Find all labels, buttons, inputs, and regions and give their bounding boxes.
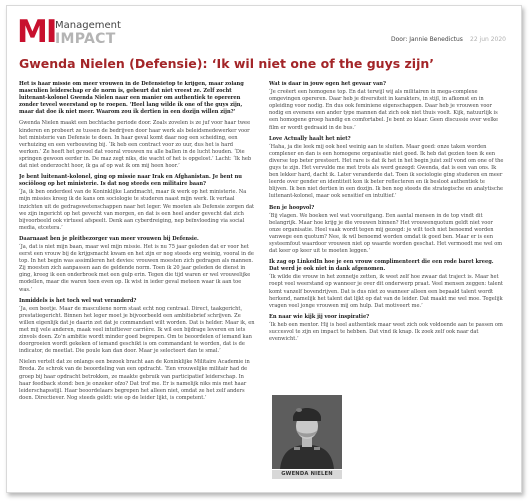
logo-mark: MI bbox=[17, 14, 56, 50]
interview-question: En naar wie kijk jij voor inspiratie? bbox=[269, 313, 370, 320]
interview-question: Ben je hoopvol? bbox=[269, 204, 315, 211]
author-byline: Door: Jannie Benedictus bbox=[391, 36, 463, 43]
article-page bbox=[6, 5, 522, 493]
portrait-illustration bbox=[272, 395, 342, 469]
article-headline: Gwenda Nielen (Defensie): ‘Ik wil niet one of the guys zijn’ bbox=[19, 56, 435, 71]
brand-logo[interactable] bbox=[17, 14, 121, 50]
article-lead: Het is haar missie om meer vrouwen in de Defensietop te krijgen, maar zolang masculien leiderschap er de norm is, gebeurt dat niet vreest ze. Zelf zocht luitenant-kolonel Gwenda Nielen naar een manier om authentiek te opereren zonder teveel weerstand op te roepen. ‘Heel lang wilde ik one of the guys zijn, maar dat doe ik niet meer. Waarom zou ik dertien in een dozijn willen zijn?’ bbox=[19, 81, 244, 116]
portrait-figure bbox=[272, 395, 352, 487]
interview-question: Daarnaast ben je pleitbezorger van meer vrouwen bij Defensie. bbox=[19, 235, 199, 242]
article-paragraph: Nielen vertelt dat ze onlangs een bezoek bracht aan de Koninklijke Militaire Academie in Breda. Ze schrok van de beoordeling van een opdracht. ‘Een vrouwelijke militair had de groep bij haar opdracht betrokken, ze maakte gebruik van participatief leiderschap. In haar feedback stond: ben je onzeker ofzo? Dat trof me. Er is namelijk niks mis met haar leiderschapsstijl. Haar beoordelaars begrepen het alleen niet, omdat ze het zelf anders doen. Directiever. Nog steeds geldt: wie op de leider lijkt, is competent.’ bbox=[19, 359, 250, 401]
photo-caption: GWENDA NIELEN bbox=[272, 470, 342, 479]
article-paragraph: ‘Ja, een beetje. Maar de masculiene norm staat echt nog centraal. Direct, taakgericht, prestatiegericht. Binnen het leger moet je bijvoorbeeld een ambitiebrief schrijven. Ze willen eigenlijk dat je daarin zet dat je commandant wilt worden. Dat is helder. Maar ik, en met mij vele anderen, maak veel intuïtiever carrière. Ik wil een bijdrage leveren en iets zinvols doen. Zo’n ambitie wordt minder goed begrepen. Om te beoordelen of iemand kan doorgroeien wordt gekeken of iemand geschikt is om commandant te worden, dat is de indicator, de meetlat. Die poule kan dan door. Maar je selecteert dan te smal.’ bbox=[19, 305, 255, 355]
masthead bbox=[7, 6, 521, 56]
interview-question: Love Actually haalt het niet? bbox=[269, 135, 351, 142]
article-paragraph: ‘Ja, dat is niet mijn baan, maar wel mijn missie. Het is nu 75 jaar geleden dat er voor het eerst een vrouw bij de krijgsmacht kwam en het zijn er nog steeds erg weinig, vooral in de top. In het begin was assimileren het devies: vrouwen moesten zich gedragen als mannen. Zij moesten zich aanpassen aan de geldende norm. Toen ik 20 jaar geleden de dienst in ging, kreeg ik een onderbroek met een gulp erin. Tegen die tijd waren er wel vrouwelijke modellen, maar die waren toen even op. Ik wist in ieder geval meteen waar ik aan toe was.’ bbox=[19, 243, 254, 293]
article-paragraph: ‘Ja, ik ben onderdeel van de Koninklijke Landmacht, maar ik werk op het ministerie. Na mijn missies kreeg ik de kans om sociologie te studeren naast mijn werk. Ik vertaal inzichten uit de gedragswetenschappen naar het leger. We moeten als Defensie zorgen dat we zijn ingericht op het gevecht van morgen, en dat is een heel ander gevecht dat zich bijvoorbeeld ook virtueel afspeelt. Denk aan cyberdreiging, nep beïnvloeding via social media, etcetera.’ bbox=[19, 189, 255, 231]
article-paragraph: ‘Ik heb een mentor. Hij is heel authentiek maar weet zich ook voldoende aan te passen om succesvol te zijn en impact te hebben. Dat vind ik knap. Ik zoek zelf ook naar dat evenwicht.’ bbox=[269, 321, 503, 343]
interview-question: Ik zag op LinkedIn hoe je een vrouw complimenteert die een rode baret kreeg. Dat werd je ook niet in dank afgenomen. bbox=[269, 259, 494, 273]
logo-line-impact: IMPACT bbox=[55, 31, 116, 47]
article-column-left bbox=[19, 81, 255, 489]
interview-question: Je bent luitenant-kolonel, ging op missie naar Irak en Afghanistan. Je bent nu sociöloog op het ministerie. Is dat nog steeds een militaire baan? bbox=[19, 174, 243, 188]
interview-question: Inmiddels is het toch wel wat veranderd? bbox=[19, 297, 137, 304]
article-paragraph: ‘Je creëert een homogene top. En dat terwijl wij als militairen in mega-complexe omgevingen opereren. Daar heb je diversiteit in karakters, in stijl, in afkomst en in opleiding voor nodig. En dus ook feminiene eigenschappen. Daar heb je vrouwen voor nodig en evenens een ander type mannen dat zich ook niet thuis voelt. Kijk, natuurlijk is een homogene groep handig en comfortabel. Je bent zo klaar. Geen discussie over welke film er wordt gedraaid in de bus.’ bbox=[269, 89, 499, 131]
article-paragraph: ‘Ik wilde die vrouw in het zonnetje zetten, ik weet zelf hoe zwaar dat traject is. Maar het roept veel weerstand op wanneer je over dit onderwerp praat. Veel mensen zeggen: talent komt vanzelf bovendrijven. Dat is dus niet zo wanneer alleen een bepaald talent wordt herkend, namelijk het talent dat lijkt op dat van de leider. Dat maakt me wel moe. Tegelijk vragen veel jonge vrouwen mij om hulp. Dat motiveert me.’ bbox=[269, 274, 503, 309]
publish-date: 22 jun 2020 bbox=[470, 36, 506, 43]
article-paragraph: Gwenda Nielen maakt een bechtache periode door. Zoals zovelen is ze juf voor haar twee kinderen en probeert ze tussen de bedrijven door haar werk als beleidsmedewerker voor het ministerie van Defensie te doen. In haar geval komt daar nog een scheiding, een verhuizing en een verbouwing bij. ‘Ik heb een contract voor zo uur, dus het is hard werken.’ Ze heeft het gevoel dat vooral vrouwen nu alle ballen in de lucht houden. ‘Die springen gewoon eerder in. De maz zegt niks, die wacht of het is opgelost.’ Lacht: ‘Ik heb dat niet onderzocht hoor, ik ga af op wat ik om mij heen hoor.’ bbox=[19, 120, 252, 170]
article-paragraph: ‘Bij vlagen. We boeken wel wat vooruitgang. Een aantal mensen in de top vindt dit belangrijk. Maar hoe krijg je die vrouwen binnen? Het vrouwenquotum geldt niet voor onze organisatie. Heel vaak wordt tegen mij gezegd: je wilt toch niet benoemd worden vanwege een quotum? Nee, ik wil benoemd worden omdat ik goed ben. Maar er is een systeemfout waardoor vrouwen niet op waarde worden geschat. Het vermoedt me wel om dat keer op keer uit te moeten leggen.’ bbox=[269, 212, 503, 255]
article-paragraph: ‘Haha, ja die leek mij ook heel weinig aan te sluiten. Maar goed: onze taken worden complexer en dan is een homogene organisatie niet goed. Ik heb dat gezien toen ik een diverse top beter presteert. Het rare is dat ik het in het begin juist zelf vond om one of the guys te zijn. Het vervulde me met trots als werd gezegd: Gwenda, dat is een van ons. Ik ben lekker hard, dacht ik. Later veranderde dat. Toen ik sociologie ging studeren en meer leerde over gender en identiteit kon ik beter reflecteren en ik besloot authentiek te blijven. Ik ben niet dertien in een dozijn. Ik ben nog steeds die strategische en analytische luitenant-kolonel, maar ook sensitief en intuïtief.’ bbox=[269, 143, 504, 200]
portrait-photo bbox=[272, 395, 342, 469]
logo-line-management: Management bbox=[55, 20, 121, 31]
interview-question: Wat is daar in jouw ogen het gevaar van? bbox=[269, 81, 386, 87]
